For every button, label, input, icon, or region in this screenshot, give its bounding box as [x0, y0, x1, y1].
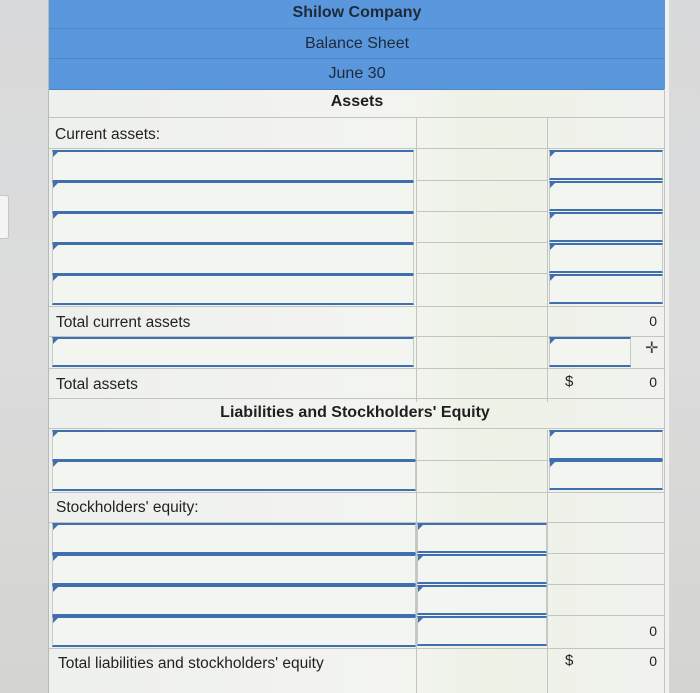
divider [49, 398, 665, 399]
divider [49, 368, 665, 369]
equity-name-input-4[interactable] [52, 616, 416, 647]
divider [548, 553, 664, 554]
noncurrent-asset-name-input[interactable] [52, 337, 414, 367]
divider [49, 428, 665, 429]
divider [49, 117, 665, 118]
liability-amount-input-1[interactable] [549, 430, 663, 460]
statement-title: Balance Sheet [49, 29, 665, 59]
current-asset-amount-input-1[interactable] [549, 150, 663, 180]
equity-amount-input-3[interactable] [417, 585, 547, 615]
liability-name-input-2[interactable] [52, 460, 416, 491]
divider [417, 180, 547, 181]
divider [417, 460, 547, 461]
divider [49, 492, 665, 493]
total-current-assets-label: Total current assets [56, 314, 191, 331]
equity-amount-input-4[interactable] [417, 616, 547, 646]
equity-amount-input-2[interactable] [417, 554, 547, 584]
liability-name-input-1[interactable] [52, 430, 416, 461]
crosshair-cursor-icon: ✛ [645, 340, 659, 357]
divider [417, 273, 547, 274]
current-asset-name-input-5[interactable] [52, 274, 414, 305]
current-asset-amount-input-2[interactable] [549, 181, 663, 211]
divider [417, 242, 547, 243]
equity-amount-input-1[interactable] [417, 523, 547, 553]
total-liabilities-equity-value: 0 [649, 653, 657, 669]
current-asset-name-input-4[interactable] [52, 243, 414, 275]
statement-date: June 30 [49, 59, 665, 90]
total-assets-currency: $ [565, 373, 574, 390]
current-asset-name-input-3[interactable] [52, 212, 414, 244]
equity-name-input-3[interactable] [52, 585, 416, 616]
company-name: Shilow Company [49, 0, 665, 29]
column-divider [664, 89, 665, 693]
liabilities-equity-heading: Liabilities and Stockholders' Equity [220, 404, 490, 421]
divider [548, 615, 664, 616]
balance-sheet-table [48, 0, 669, 693]
column-divider [547, 117, 548, 402]
column-divider [547, 430, 548, 693]
current-asset-name-input-1[interactable] [52, 150, 414, 182]
stockholders-equity-label: Stockholders' equity: [56, 499, 199, 516]
current-asset-amount-input-3[interactable] [549, 212, 663, 242]
noncurrent-asset-amount-input[interactable] [549, 337, 631, 367]
window-edge-tab [0, 195, 9, 239]
divider [49, 306, 665, 307]
current-asset-name-input-2[interactable] [52, 181, 414, 213]
divider [548, 584, 664, 585]
stockholders-equity-total-value: 0 [649, 623, 657, 639]
total-liabilities-equity-label: Total liabilities and stockholders' equity [58, 655, 324, 672]
divider [49, 148, 665, 149]
total-assets-value: 0 [649, 374, 657, 390]
divider [417, 211, 547, 212]
total-current-assets-value: 0 [649, 313, 657, 329]
current-asset-amount-input-4[interactable] [549, 243, 663, 273]
current-assets-label: Current assets: [55, 126, 161, 143]
divider [49, 648, 665, 649]
assets-heading: Assets [330, 93, 384, 110]
total-liabilities-equity-currency: $ [565, 652, 574, 669]
current-asset-amount-input-5[interactable] [549, 274, 663, 304]
column-divider [416, 117, 417, 402]
total-assets-label: Total assets [56, 376, 138, 393]
equity-name-input-1[interactable] [52, 523, 416, 554]
liability-amount-input-2[interactable] [549, 460, 663, 490]
equity-name-input-2[interactable] [52, 554, 416, 585]
